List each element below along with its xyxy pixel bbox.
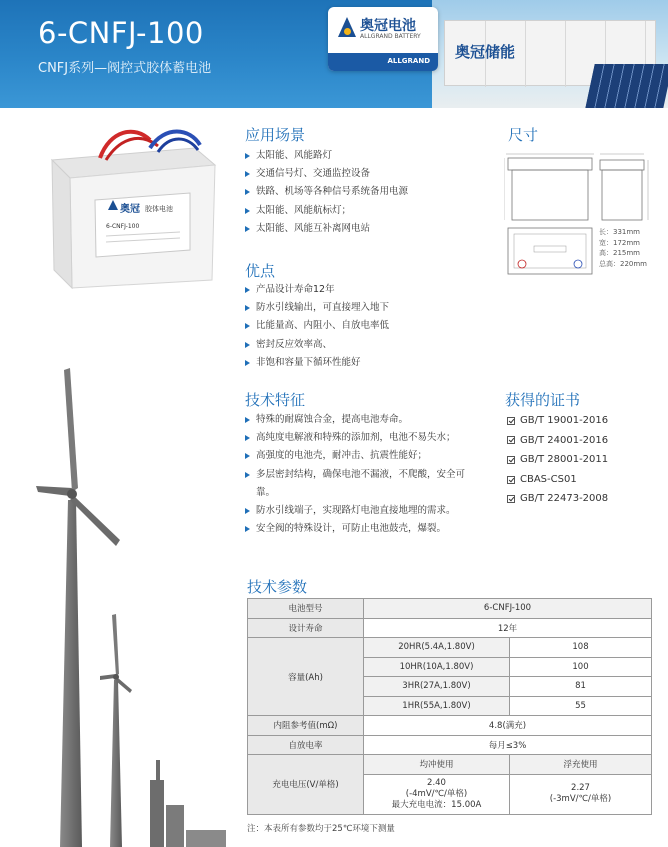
self-discharge-label: 自放电率 bbox=[248, 735, 364, 755]
self-discharge-value: 每月≤3% bbox=[364, 735, 652, 755]
life-label: 设计寿命 bbox=[248, 618, 364, 638]
list-item: 防水引线输出，可直接埋入地下 bbox=[245, 299, 389, 317]
advantages-title: 优点 bbox=[245, 262, 276, 280]
capacity-label: 容量(Ah) bbox=[248, 638, 364, 716]
list-item: 太阳能、风能航标灯； bbox=[245, 202, 408, 220]
certificate-item: GB/T 28001-2011 bbox=[507, 450, 608, 470]
dimensions-title: 尺寸 bbox=[508, 126, 539, 144]
float-use-header: 浮充使用 bbox=[510, 755, 652, 775]
cycle-use-header: 均冲使用 bbox=[364, 755, 510, 775]
table-row bbox=[248, 735, 652, 755]
list-item: 产品设计寿命12年 bbox=[245, 281, 389, 299]
list-item: 铁路、机场等各种信号系统备用电源 bbox=[245, 183, 408, 201]
list-item: 多层密封结构，确保电池不漏液，不爬酸，安全可靠。 bbox=[245, 466, 475, 502]
list-item: 防水引线端子，实现路灯电池直接地埋的需求。 bbox=[245, 502, 475, 520]
table-row bbox=[248, 618, 652, 638]
battery-brand-text: 奥冠 bbox=[120, 204, 140, 215]
dim-total-height: 总高：220mm bbox=[599, 259, 647, 268]
checkbox-icon bbox=[507, 436, 515, 444]
checkbox-icon bbox=[507, 495, 515, 503]
dim-length: 长：331mm bbox=[599, 228, 640, 236]
logo-band-text: ALLGRAND bbox=[387, 57, 430, 65]
battery-product-image bbox=[40, 120, 225, 290]
features-list bbox=[245, 411, 475, 538]
capacity-rate: 10HR(10A,1.80V) bbox=[364, 657, 510, 677]
capacity-value: 108 bbox=[510, 638, 652, 658]
certificate-item: GB/T 24001-2016 bbox=[507, 431, 608, 451]
capacity-value: 81 bbox=[510, 677, 652, 697]
capacity-value: 55 bbox=[510, 696, 652, 716]
checkbox-icon bbox=[507, 417, 515, 425]
logo-english: ALLGRAND BATTERY bbox=[360, 33, 421, 40]
certificate-item: GB/T 19001-2016 bbox=[507, 411, 608, 431]
dimension-values bbox=[599, 227, 647, 269]
spec-table bbox=[247, 598, 652, 815]
container-logo: 奥冠储能 bbox=[455, 43, 516, 61]
float-voltage-cell: 2.27 (-3mV/℃/单格) bbox=[510, 774, 652, 814]
certificates-list bbox=[507, 411, 608, 509]
header-banner bbox=[0, 0, 668, 108]
table-row bbox=[248, 638, 652, 658]
voltage-label: 充电电压(V/单格) bbox=[248, 755, 364, 815]
certificate-item: CBAS-CS01 bbox=[507, 470, 608, 490]
battery-type-text: 胶体电池 bbox=[145, 205, 173, 213]
list-item: 非饱和容量下循环性能好 bbox=[245, 354, 389, 372]
table-row bbox=[248, 599, 652, 619]
footnote: 注：本表所有参数均于25℃环境下测量 bbox=[247, 824, 395, 834]
cycle-voltage-cell: 2.40 (-4mV/℃/单格) 最大充电电流：15.00A bbox=[364, 774, 510, 814]
table-row bbox=[248, 716, 652, 736]
list-item: 交通信号灯、交通监控设备 bbox=[245, 165, 408, 183]
list-item: 安全阀的特殊设计，可防止电池鼓壳，爆裂。 bbox=[245, 520, 475, 538]
dim-width: 宽：172mm bbox=[599, 238, 640, 247]
capacity-rate: 3HR(27A,1.80V) bbox=[364, 677, 510, 697]
brand-logo bbox=[328, 7, 438, 71]
header-photo bbox=[432, 0, 668, 108]
list-item: 太阳能、风能路灯 bbox=[245, 147, 408, 165]
model-label: 电池型号 bbox=[248, 599, 364, 619]
table-row bbox=[248, 755, 652, 775]
list-item: 密封反应效率高、 bbox=[245, 336, 389, 354]
features-title: 技术特征 bbox=[245, 391, 306, 409]
page-title: 6-CNFJ-100 bbox=[38, 16, 204, 50]
checkbox-icon bbox=[507, 456, 515, 464]
applications-list bbox=[245, 147, 408, 238]
list-item: 太阳能、风能互补离网电站 bbox=[245, 220, 408, 238]
list-item: 比能量高、内阻小、自放电率低 bbox=[245, 317, 389, 335]
wind-turbine-illustration bbox=[0, 360, 240, 847]
list-item: 高强度的电池壳，耐冲击、抗震性能好； bbox=[245, 447, 475, 465]
checkbox-icon bbox=[507, 476, 515, 484]
specs-title: 技术参数 bbox=[247, 578, 308, 596]
certificate-item: GB/T 22473-2008 bbox=[507, 489, 608, 509]
advantages-list bbox=[245, 281, 389, 372]
capacity-rate: 20HR(5.4A,1.80V) bbox=[364, 638, 510, 658]
life-value: 12年 bbox=[364, 618, 652, 638]
certificates-title: 获得的证书 bbox=[505, 391, 581, 409]
resistance-label: 内阻参考值(mΩ) bbox=[248, 716, 364, 736]
capacity-rate: 1HR(55A,1.80V) bbox=[364, 696, 510, 716]
page-subtitle: CNFJ系列—阀控式胶体蓄电池 bbox=[38, 61, 212, 76]
applications-title: 应用场景 bbox=[245, 126, 306, 144]
logo-text: 奥冠电池 bbox=[360, 18, 416, 34]
solar-panel-image bbox=[585, 64, 668, 108]
list-item: 高纯度电解液和特殊的添加剂，电池不易失水； bbox=[245, 429, 475, 447]
list-item: 特殊的耐腐蚀合金，提高电池寿命。 bbox=[245, 411, 475, 429]
capacity-value: 100 bbox=[510, 657, 652, 677]
battery-model-text: 6-CNFJ-100 bbox=[106, 223, 140, 230]
resistance-value: 4.8(满充) bbox=[364, 716, 652, 736]
dim-height: 高：215mm bbox=[599, 249, 640, 257]
model-value: 6-CNFJ-100 bbox=[364, 599, 652, 619]
